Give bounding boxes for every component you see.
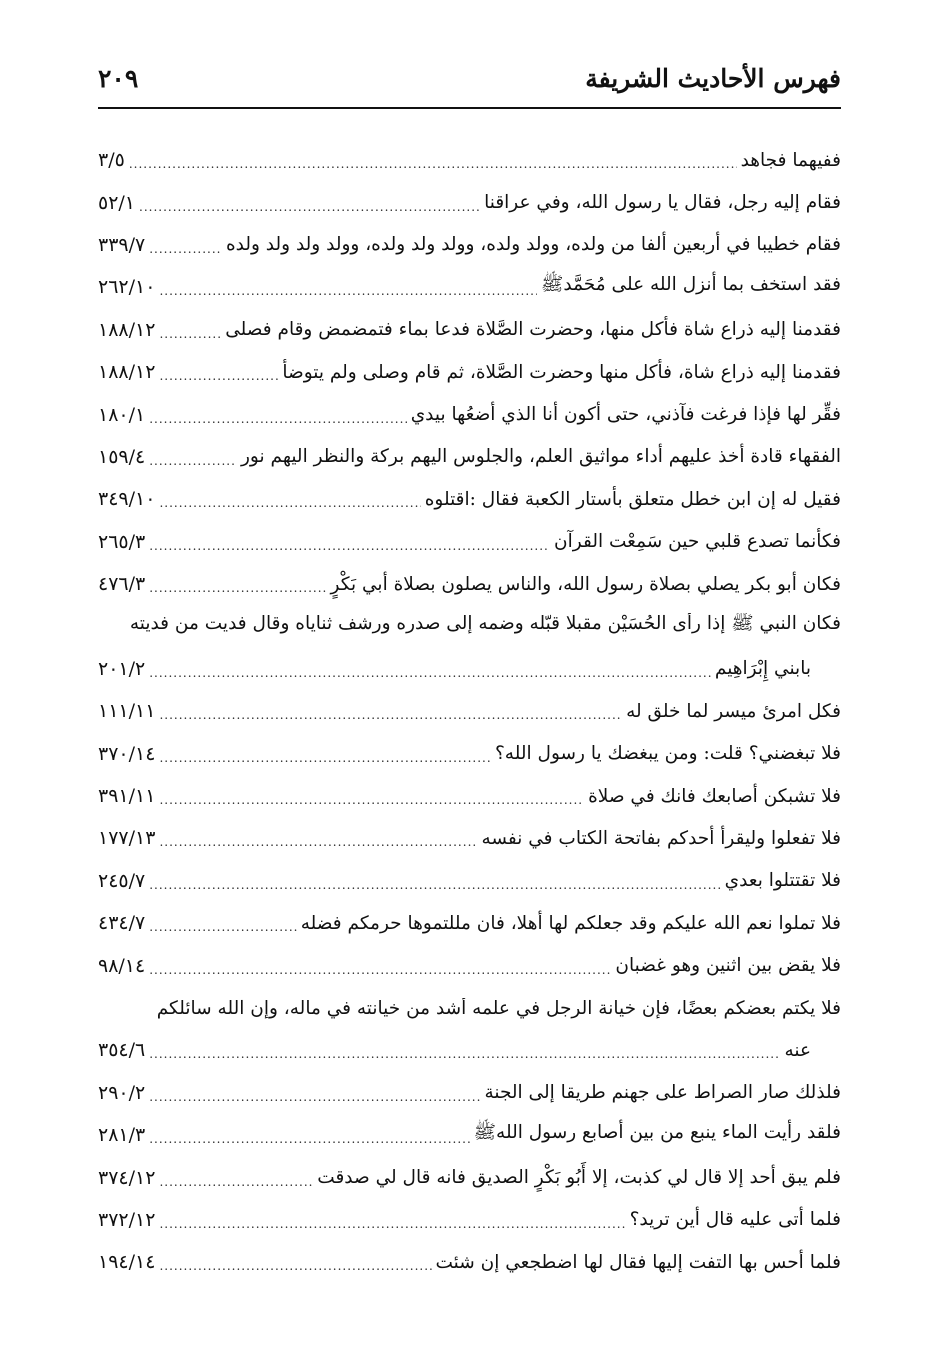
entry-reference: ١٨٨/١٢: [98, 361, 156, 384]
entry-text: الفقهاء قادة أخذ عليهم أداء مواثيق العلم، والجلوس اليهم بركة والنظر اليهم نور: [240, 446, 841, 468]
index-entry: [98, 139, 841, 181]
page-number: ٢٠٩: [98, 63, 139, 93]
entry-reference: ١٩٤/١٤: [98, 1251, 156, 1274]
entry-reference: ٢٨١/٣: [98, 1124, 146, 1147]
entry-continuation-text: عنه: [784, 1039, 811, 1061]
entry-reference: ٣٩١/١١: [98, 785, 156, 808]
entry-text: فكل امرئ ميسر لما خلق له: [626, 700, 841, 722]
entry-text: فقدمنا إليه ذراع شاة فأكل منها، وحضرت الصَّلاة فدعا بماء فتمضمض وقام فصلى: [225, 319, 841, 341]
entry-reference: ٢٦٥/٣: [98, 530, 146, 553]
entry-reference: ٢٤٥/٧: [98, 869, 146, 892]
dot-leader: [159, 1209, 625, 1231]
index-entry: [98, 817, 841, 859]
dot-leader: [149, 531, 550, 553]
entry-text: فلم يبق أحد إلا قال لي كذبت، إلا أَبُو بَكْرٍ الصديق فانه قال لي صدقت: [317, 1167, 841, 1189]
entry-text: فلا يكتم بعضكم بعضًا، فإن خيانة الرجل في علمه أشد من خيانته في ماله، وإن الله سائلكم: [156, 997, 841, 1019]
index-entry: [98, 224, 841, 266]
dot-leader: [159, 276, 537, 298]
entry-text: فلما أتى عليه قال أين تريد؟: [629, 1209, 841, 1231]
entry-text: فلا تشبكن أصابعك فانك في صلاة: [588, 785, 841, 807]
index-entry: [98, 478, 841, 520]
dot-leader: [149, 658, 711, 680]
dot-leader: [149, 1082, 480, 1104]
entry-text: فلا تبغضني؟ قلت: ومن يبغضك يا رسول الله؟: [494, 743, 841, 765]
entry-reference: ٣٥٤/٦: [98, 1039, 146, 1062]
page-header: [98, 56, 841, 100]
index-entry-continuation: [98, 1029, 841, 1071]
entry-reference: ٤٣٤/٧: [98, 912, 146, 935]
entry-reference: ٤٧٦/٣: [98, 573, 146, 596]
entry-text: فكان النبي ﷺ إذا رأى الحُسَيْن مقبلا قبّله وضمه إلى صدره ورشف ثناياه وقال فديت من فديته: [129, 613, 841, 635]
dot-leader: [149, 234, 222, 256]
dot-leader: [159, 827, 477, 849]
index-entry: [98, 266, 841, 308]
entry-reference: ١١١/١١: [98, 700, 156, 723]
index-entry: [98, 944, 841, 986]
dot-leader: [159, 700, 622, 722]
dot-leader: [139, 192, 480, 214]
index-entry: [98, 181, 841, 223]
entry-reference: ١٨٨/١٢: [98, 318, 156, 341]
dot-leader: [159, 1167, 313, 1189]
entry-text: فلذلك صار الصراط على جهنم طريقا إلى الجنة: [484, 1082, 841, 1104]
entry-reference: ٣٣٩/٧: [98, 233, 146, 256]
index-entry-continuation: [98, 648, 841, 690]
entry-reference: ٣٧٠/١٤: [98, 742, 156, 765]
index-entry: [98, 1114, 841, 1156]
index-entry: [98, 860, 841, 902]
entry-text: ففيهما فجاهد: [740, 149, 841, 171]
entry-text: فقِّر لها فإذا فرغت فآذني، حتى أكون أنا الذي أضعُها بيدي: [410, 404, 841, 426]
index-entry: [98, 309, 841, 351]
dot-leader: [159, 488, 420, 510]
entry-text: فلا تقتتلوا بعدي: [724, 870, 841, 892]
index-entry: [98, 775, 841, 817]
entry-text: فكان أبو بكر يصلي بصلاة رسول الله، والناس يصلون بصلاة أبي بَكْرٍ: [330, 573, 841, 595]
entry-reference: ٣٧٤/١٢: [98, 1166, 156, 1189]
dot-leader: [149, 446, 237, 468]
index-entry: [98, 1199, 841, 1241]
entry-reference: ٢٠١/٢: [98, 657, 146, 680]
dot-leader: [159, 361, 278, 383]
index-entry: [98, 1072, 841, 1114]
index-entry: [98, 393, 841, 435]
dot-leader: [149, 1124, 469, 1146]
index-entry: [98, 902, 841, 944]
index-entry: [98, 1241, 841, 1283]
dot-leader: [149, 404, 406, 426]
dot-leader: [159, 743, 491, 765]
running-title: فهرس الأحاديث الشريفة: [585, 63, 841, 93]
entry-reference: ١٧٧/١٣: [98, 827, 156, 850]
index-entry: [98, 732, 841, 774]
dot-leader: [159, 785, 584, 807]
index-entry: [98, 521, 841, 563]
entry-continuation-text: بابني إِبْرَاهِيم: [714, 658, 811, 680]
entry-reference: ١٨٠/١: [98, 403, 146, 426]
entry-text: فلقد رأيت الماء ينبع من بين أصابع رسول اللهﷺ: [473, 1122, 841, 1144]
entry-text: فقدمنا إليه ذراع شاة، فأكل منها وحضرت الصَّلاة، ثم قام وصلى ولم يتوضأ: [282, 361, 841, 383]
entry-reference: ٣/٥: [98, 149, 125, 172]
entry-reference: ٢٦٢/١٠: [98, 276, 156, 299]
entry-text: فلا تفعلوا وليقرأ أحدكم بفاتحة الكتاب في نفسه: [481, 827, 841, 849]
index-entry: [98, 1156, 841, 1198]
entry-reference: ٣٤٩/١٠: [98, 488, 156, 511]
entry-reference: ٢٩٠/٢: [98, 1081, 146, 1104]
header-rule: [98, 107, 841, 109]
entry-text: فلا تملوا نعم الله عليكم وقد جعلكم لها أهلا، فان مللتموها حرمكم فضله: [300, 912, 841, 934]
entry-text: فكأنما تصدع قلبي حين سَمِعْت القرآن: [554, 531, 841, 553]
dot-leader: [149, 1039, 780, 1061]
entry-text: فقام خطيبا في أربعين ألفا من ولده، وولد ولده، وولد ولد ولده، وولد ولد ولد ولده: [225, 234, 841, 256]
entry-reference: ٣٧٢/١٢: [98, 1208, 156, 1231]
index-entry: [98, 436, 841, 478]
index-entry: [98, 563, 841, 605]
entry-text: فلما أحس بها التفت إليها فقال لها اضطجعي إن شئت: [435, 1251, 841, 1273]
dot-leader: [159, 319, 221, 341]
entry-text: فقيل له إن ابن خطل متعلق بأستار الكعبة فقال :اقتلوه: [424, 488, 841, 510]
entry-reference: ١٥٩/٤: [98, 445, 146, 468]
dot-leader: [149, 955, 611, 977]
index-entry: [98, 605, 841, 647]
dot-leader: [159, 1251, 431, 1273]
entry-text: فقد استخف بما أنزل الله على مُحَمَّدﷺ: [541, 274, 841, 296]
dot-leader: [129, 149, 737, 171]
index-entry: [98, 690, 841, 732]
index-entry: [98, 351, 841, 393]
entry-text: فلا يقض بين اثنين وهو غضبان: [615, 955, 841, 977]
entry-reference: ٩٨/١٤: [98, 954, 146, 977]
index-entry: [98, 987, 841, 1029]
hadith-index-list: [98, 139, 841, 1284]
dot-leader: [149, 870, 720, 892]
dot-leader: [149, 912, 296, 934]
entry-reference: ٥٢/١: [98, 191, 136, 214]
dot-leader: [149, 573, 326, 595]
entry-text: فقام إليه رجل، فقال يا رسول الله، وفي عراقنا: [484, 192, 841, 214]
